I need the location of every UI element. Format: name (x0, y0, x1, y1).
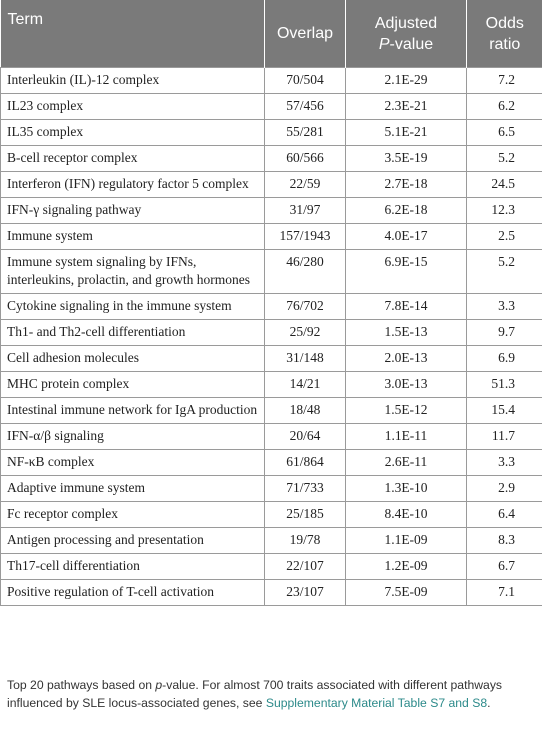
odds-ratio-cell: 5.2 (467, 250, 542, 294)
header-adjusted-line1: Adjusted (374, 14, 438, 32)
term-cell: MHC protein complex (1, 372, 265, 398)
adjusted-pvalue-cell: 8.4E-10 (346, 502, 467, 528)
table-row (1, 580, 542, 606)
adjusted-pvalue-cell: 2.6E-11 (346, 450, 467, 476)
caption-p-italic: p (155, 678, 163, 692)
table-row (1, 398, 542, 424)
term-cell: IL23 complex (1, 94, 265, 120)
adjusted-pvalue-cell: 2.1E-29 (346, 68, 467, 94)
table-row (1, 224, 542, 250)
table-row (1, 554, 542, 580)
table-row (1, 146, 542, 172)
overlap-cell: 22/59 (265, 172, 346, 198)
overlap-cell: 61/864 (265, 450, 346, 476)
overlap-cell: 19/78 (265, 528, 346, 554)
term-cell: Immune system signaling by IFNs, interleukins, prolactin, and growth hormones (1, 250, 265, 294)
header-odds-line2: ratio (489, 35, 521, 53)
overlap-cell: 71/733 (265, 476, 346, 502)
term-cell: Antigen processing and presentation (1, 528, 265, 554)
odds-ratio-cell: 6.9 (467, 346, 542, 372)
odds-ratio-cell: 24.5 (467, 172, 542, 198)
table-body (1, 68, 542, 606)
adjusted-pvalue-cell: 5.1E-21 (346, 120, 467, 146)
overlap-cell: 31/148 (265, 346, 346, 372)
term-cell: IFN-γ signaling pathway (1, 198, 265, 224)
table-row (1, 172, 542, 198)
table-row (1, 120, 542, 146)
odds-ratio-cell: 11.7 (467, 424, 542, 450)
term-cell: Cytokine signaling in the immune system (1, 294, 265, 320)
term-cell: Th1- and Th2-cell differentiation (1, 320, 265, 346)
overlap-cell: 14/21 (265, 372, 346, 398)
adjusted-pvalue-cell: 6.9E-15 (346, 250, 467, 294)
table-row (1, 424, 542, 450)
table-row (1, 250, 542, 294)
adjusted-pvalue-cell: 1.1E-11 (346, 424, 467, 450)
term-cell: IL35 complex (1, 120, 265, 146)
adjusted-pvalue-cell: 3.0E-13 (346, 372, 467, 398)
adjusted-pvalue-cell: 7.8E-14 (346, 294, 467, 320)
odds-ratio-cell: 7.2 (467, 68, 542, 94)
header-odds-ratio (467, 0, 542, 68)
odds-ratio-cell: 15.4 (467, 398, 542, 424)
header-value-suffix: -value (389, 35, 434, 53)
header-p-italic: P (378, 35, 390, 53)
odds-ratio-cell: 3.3 (467, 294, 542, 320)
adjusted-pvalue-cell: 1.5E-13 (346, 320, 467, 346)
odds-ratio-cell: 7.1 (467, 580, 542, 606)
odds-ratio-cell: 5.2 (467, 146, 542, 172)
term-cell: Fc receptor complex (1, 502, 265, 528)
odds-ratio-cell: 6.4 (467, 502, 542, 528)
overlap-cell: 157/1943 (265, 224, 346, 250)
overlap-cell: 22/107 (265, 554, 346, 580)
caption-part4: . (487, 696, 491, 710)
odds-ratio-cell: 2.5 (467, 224, 542, 250)
term-cell: Cell adhesion molecules (1, 346, 265, 372)
adjusted-pvalue-cell: 1.1E-09 (346, 528, 467, 554)
overlap-cell: 20/64 (265, 424, 346, 450)
adjusted-pvalue-cell: 4.0E-17 (346, 224, 467, 250)
table-row (1, 346, 542, 372)
overlap-cell: 55/281 (265, 120, 346, 146)
odds-ratio-cell: 6.2 (467, 94, 542, 120)
odds-ratio-cell: 3.3 (467, 450, 542, 476)
odds-ratio-cell: 2.9 (467, 476, 542, 502)
adjusted-pvalue-cell: 7.5E-09 (346, 580, 467, 606)
odds-ratio-cell: 9.7 (467, 320, 542, 346)
header-adjusted-pvalue (346, 0, 467, 68)
caption-part1: Top 20 pathways based on (7, 678, 156, 692)
term-cell: Positive regulation of T-cell activation (1, 580, 265, 606)
odds-ratio-cell: 6.5 (467, 120, 542, 146)
overlap-cell: 25/185 (265, 502, 346, 528)
overlap-cell: 25/92 (265, 320, 346, 346)
term-cell: B-cell receptor complex (1, 146, 265, 172)
term-cell: Th17-cell differentiation (1, 554, 265, 580)
term-cell: IFN-α/β signaling (1, 424, 265, 450)
header-overlap: Overlap (265, 0, 346, 68)
table-row (1, 94, 542, 120)
table-row (1, 68, 542, 94)
adjusted-pvalue-cell: 2.3E-21 (346, 94, 467, 120)
supplementary-material-link[interactable]: Supplementary Material Table S7 and S8 (265, 696, 488, 710)
table-row (1, 320, 542, 346)
adjusted-pvalue-cell: 2.7E-18 (346, 172, 467, 198)
table-row (1, 294, 542, 320)
table-row (1, 476, 542, 502)
adjusted-pvalue-cell: 2.0E-13 (346, 346, 467, 372)
odds-ratio-cell: 51.3 (467, 372, 542, 398)
term-cell: Interleukin (IL)-12 complex (1, 68, 265, 94)
overlap-cell: 76/702 (265, 294, 346, 320)
odds-ratio-cell: 8.3 (467, 528, 542, 554)
table-row (1, 528, 542, 554)
adjusted-pvalue-cell: 6.2E-18 (346, 198, 467, 224)
table-row (1, 198, 542, 224)
overlap-cell: 18/48 (265, 398, 346, 424)
adjusted-pvalue-cell: 1.3E-10 (346, 476, 467, 502)
term-cell: Intestinal immune network for IgA production (1, 398, 265, 424)
term-cell: NF-κB complex (1, 450, 265, 476)
term-cell: Immune system (1, 224, 265, 250)
term-cell: Adaptive immune system (1, 476, 265, 502)
overlap-cell: 46/280 (265, 250, 346, 294)
table-row (1, 450, 542, 476)
adjusted-pvalue-cell: 1.2E-09 (346, 554, 467, 580)
overlap-cell: 23/107 (265, 580, 346, 606)
term-cell: Interferon (IFN) regulatory factor 5 complex (1, 172, 265, 198)
caption-part3: -value. For almost 700 traits associated with different pathways influenced by SLE locus-associated genes, see (7, 678, 503, 710)
overlap-cell: 57/456 (265, 94, 346, 120)
adjusted-pvalue-cell: 3.5E-19 (346, 146, 467, 172)
table-header (1, 0, 542, 68)
overlap-cell: 31/97 (265, 198, 346, 224)
table-row (1, 502, 542, 528)
odds-ratio-cell: 6.7 (467, 554, 542, 580)
table-caption (7, 676, 537, 712)
adjusted-pvalue-cell: 1.5E-12 (346, 398, 467, 424)
overlap-cell: 60/566 (265, 146, 346, 172)
header-term: Term (1, 0, 265, 68)
header-odds-line1: Odds (485, 14, 524, 32)
overlap-cell: 70/504 (265, 68, 346, 94)
header-row (1, 0, 542, 68)
table-row (1, 372, 542, 398)
odds-ratio-cell: 12.3 (467, 198, 542, 224)
